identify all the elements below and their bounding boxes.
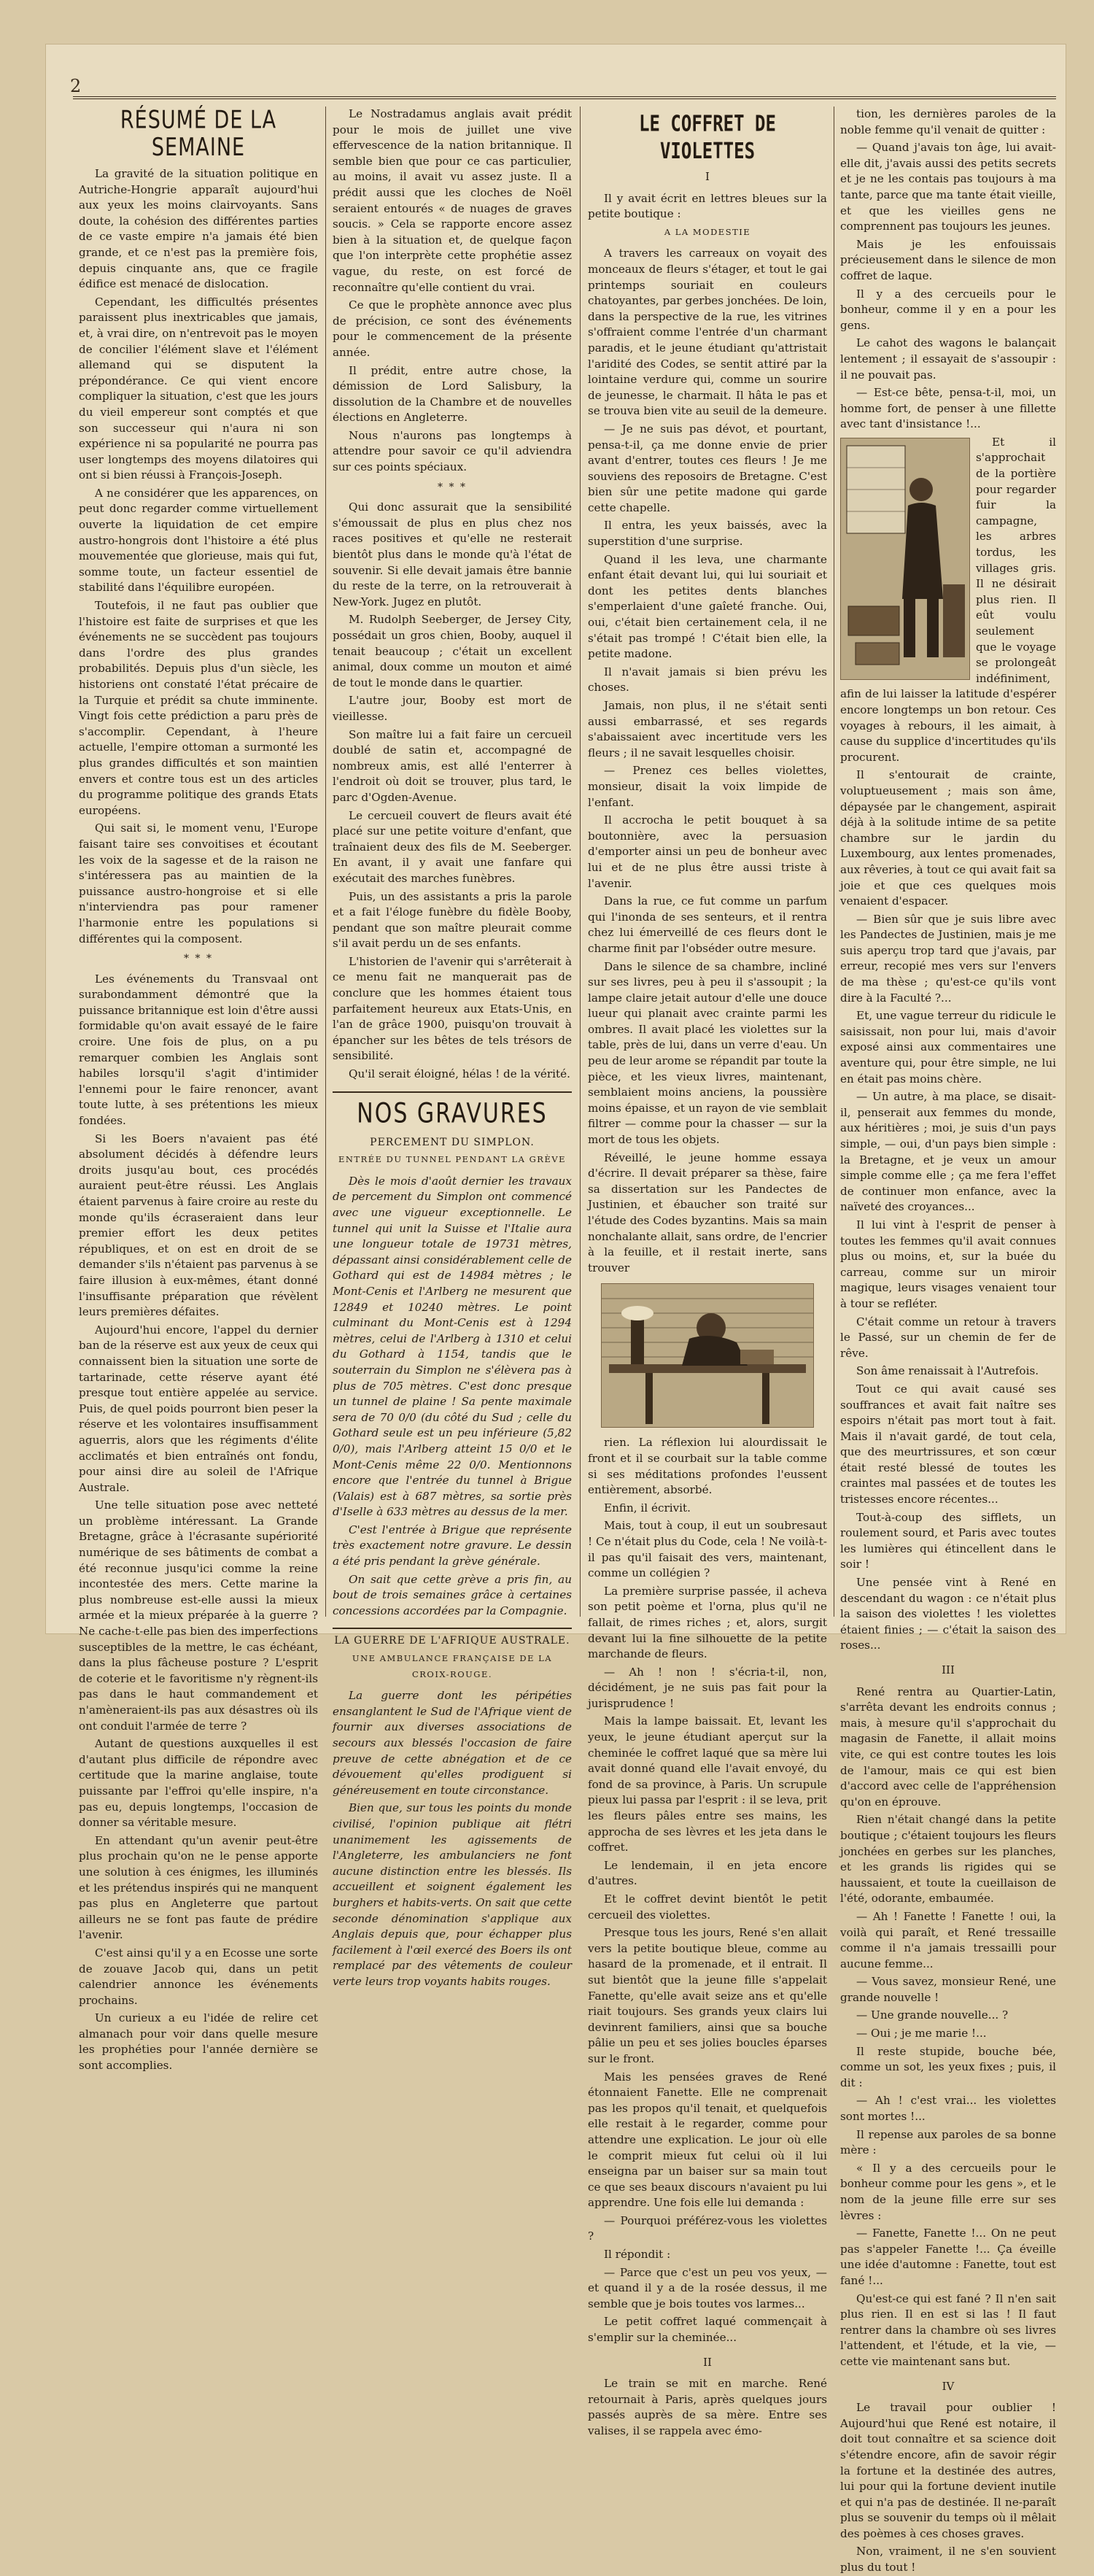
paragraph: Qu'il serait éloigné, hélas ! de la vérité. — [349, 1067, 570, 1081]
paragraph: Il prédit, entre autre chose, la démission de Lord Salisbury, la dissolution de la Chambre et de nouvelles élections en Angleterre. — [333, 363, 572, 425]
paragraph: Il s'entourait de crainte, voluptueusement ; mais son âme, dépaysée par le changement, aspirait déjà à la solitude intime de sa petite chambre sur le jardin du Luxembourg, aux lentes promenades, aux rêveries, à tout ce qui avait fait sa joie et que ces quelques mois venaient d'espacer. — [840, 768, 1056, 908]
paragraph: Dès le mois d'août dernier les travaux de percement du Simplon ont commencé avec une vigueur exceptionnelle. Le tunnel qui unit la Suisse et l'Italie aura une longueur totale de 19731 mètres, dépassant ainsi considérablement celle de Gothard qui est de 14984 mètres ; le Mont-Cenis et l'Arlberg ne mesurent que 12849 et 10240 mètres. Le point culminant du Mont-Cenis est à 1294 mètres, celui de l'Arlberg à 1310 et celui du Gothard à 1154, tandis que le souterrain du Simplon ne s'élèvera pas à plus de 705 mètres. C'est donc presque un tunnel de plaine ! Sa pente maximale sera de 70 0/0 (du côté du Sud ; celle du Gothard seule est un peu inférieure (5,82 0/0), mais l'Arlberg atteint 15 0/0 et le Mont-Cenis même 22 0/0. Mentionnons encore que l'entrée du tunnel à Brigue (Valais) est à 687 mètres, sa sortie près d'Iselle à 633 mètres au dessus de la mer. — [333, 1174, 572, 1519]
paragraph: Non, vraiment, il ne s'en souvient plus du tout ! — [840, 2545, 1056, 2575]
paragraph: En attendant qu'un avenir peut-être plus prochain qu'on ne le pense apporte une solution à ces énigmes, les illuminés et les prétendus inspirés qui ne manquent pas plus en Angleterre que partout ailleurs ne se font pas faute de prédire l'avenir. — [79, 1833, 318, 1942]
paragraph: A ne considérer que les apparences, on peut donc regarder comme virtuellement ouverte la liquidation de cet empire austro-hongrois dont l'histoire a été plus mouvementée que glorieuse, mais qui fut, somme toute, un facteur essentiel de stabilité dans l'équilibre européen. — [79, 486, 318, 595]
paragraph: Et il s'approchait de la portière pour regarder fuir la campagne, les arbres tordus, les villages gris. Il ne désirait plus rien. Il eût voulu seulement que le voyage se prolongeât indéfiniment, afin de lui laisser la latitude d'espérer encore longtemps un bon retour. Ces voyages à rebours, il les aimait, à cause du supplice d'incertitudes qu'ils procurent. — [840, 435, 1056, 764]
paragraph: Toutefois, il ne faut pas oublier que l'histoire est faite de surprises et que les événements ne se succèdent pas toujours dans l'ordre des plus grandes probabilités. Depuis plus d'un siècle, les historiens ont constaté l'état précaire de la Turquie et prédit sa chute imminente. Vingt fois cette prédiction a paru près de s'accomplir. Cependant, à l'heure actuelle, l'empire ottoman a surmonté les plus grandes difficultés et son maintien envers et contre tous est un des articles du programme politique des grands Etats européens. — [79, 599, 318, 817]
paragraph: Une pensée vint à René en descendant du wagon : ce n'était plus la saison des violettes ! les violettes étaient finies ; — c'était la saison des roses... — [840, 1576, 1056, 1652]
paragraph: — Quand j'avais ton âge, lui avait-elle dit, j'avais aussi des petits secrets et je ne les contais pas toujours à ma tante, parce que ma tante était vieille, et que les vieilles gens ne comprennent pas toujours les jeunes. — [840, 141, 1056, 233]
paragraph: — Une grande nouvelle... ? — [856, 2008, 1009, 2022]
header-rule — [73, 96, 1056, 99]
paragraph: On sait que cette grève a pris fin, au bout de trois semaines grâce à certaines concessions accordées par la Compagnie. — [333, 1572, 572, 1617]
chronique-paragraphs-b — [333, 500, 572, 1082]
resume-paragraphs-a — [79, 166, 318, 947]
paragraph: L'historien de l'avenir qui s'arrêterait à ce menu fait ne manquerait pas de conclure que les hommes étaient tous parfaitement heureux aux Etats-Unis, en l'an de grâce 1900, puisqu'on trouvait à épancher sur les bêtes de tels trésors de sensibilité. — [333, 954, 572, 1063]
page-number: 2 — [70, 76, 82, 96]
coffret-paragraphs-d — [588, 2376, 827, 2439]
paragraph: Presque tous les jours, René s'en allait vers la petite boutique bleue, comme au hasard de la promenade, et il entrait. Il sut bientôt que la jeune fille s'appelait Fanette, qu'elle avait seize ans et qu'elle riait toujours. Ses grands yeux clairs lui devinrent familiers, ainsi que sa bouche pâlie un peu et ses jolies boucles éparses sur le front. — [588, 1926, 827, 2065]
paragraph: Une telle situation pose avec netteté un problème intéressant. La Grande Bretagne, grâce à l'écrasante supériorité numérique de ses bâtiments de combat a été reconnue jusqu'ici comme la reine incontestée des mers. Cette marine la plus nombreuse est-elle aussi la mieux armée et la mieux préparée à la guerre ? Ne cache-t-elle pas bien des imperfections susceptibles de la mettre, le cas échéant, dans la plus fâcheuse posture ? L'esprit de coterie et le favoritisme n'y règnent-ils pas dans le haut commandement et n'amèneraient-ils pas aux désastres où ils ont conduit l'armée de terre ? — [79, 1498, 318, 1733]
paragraph: La gravité de la situation politique en Autriche-Hongrie apparaît aujourd'hui aux yeux les moins clairvoyants. Sans doute, la cohésion des différentes parties de ce vaste empire n'a jamais été bien grande, et ce n'est pas la première fois, depuis cinquante ans, que ce fragile édifice est menacé de dislocation. — [79, 167, 318, 291]
paragraph: — Bien sûr que je suis libre avec les Pandectes de Justinien, mais je me suis aperçu trop tard que j'avais, par erreur, recopié mes vers sur l'envers de ma thèse ; qu'est-ce qu'ils vont dire à la Faculté ?... — [840, 912, 1056, 1005]
chronique-paragraphs-a — [333, 107, 572, 476]
paragraph: Le cercueil couvert de fleurs avait été placé sur une petite voiture d'enfant, que traînaient deux des fils de M. Seeberger. En avant, il y avait une fanfare qui exécutait des marches funèbres. — [333, 808, 572, 885]
paragraph: Le cahot des wagons le balançait lentement ; il essayait de s'assoupir : il ne pouvait pas. — [840, 336, 1056, 382]
paragraph: Il repense aux paroles de sa bonne mère : — [840, 2127, 1056, 2157]
paragraph: Un curieux a eu l'idée de relire cet almanach pour voir dans quelle mesure les prophéties pour l'année dernière se sont accomplies. — [79, 2011, 318, 2073]
paragraph: Ce que le prophète annonce avec plus de précision, ce sont des événements pour le commencement de la présente année. — [333, 298, 572, 359]
paragraph: Les événements du Transvaal ont surabondamment démontré que la puissance britannique est loin d'être aussi formidable qu'on avait essayé de le faire croire. Une fois de plus, on a pu remarquer combien les Anglais sont habiles lorsqu'il s'agit d'intimider l'ennemi pour le faire renoncer, avant toute lutte, à ses prétentions les mieux fondées. — [79, 972, 318, 1128]
coffret-paragraphs-f — [840, 1685, 1056, 2370]
paragraph: Nous n'aurons pas longtemps à attendre pour savoir ce qu'il adviendra sur ces points spéciaux. — [333, 428, 572, 474]
paragraph: — Ah ! c'est vrai... les violettes sont mortes !... — [840, 2094, 1056, 2124]
paragraph: Le travail pour oublier ! Aujourd'hui que René est notaire, il doit tout connaître et sa science doit s'étendre encore, afin de savoir régir la fortune et la destinée des autres, lui pour qui la fortune devient inutile et qui n'a pas de destinée. Il ne-paraît plus se souvenir du temps où il mêlait des poèmes à ces choses graves. — [840, 2401, 1056, 2540]
paragraph: C'était comme un retour à travers le Passé, sur un chemin de fer de rêve. — [840, 1315, 1056, 1360]
column-resume — [79, 106, 318, 2073]
paragraph: Il n'avait jamais si bien prévu les choses. — [588, 665, 827, 695]
guerre-heading: LA GUERRE DE L'AFRIQUE AUSTRALE. — [334, 1635, 570, 1647]
guerre-subheading: UNE AMBULANCE FRANÇAISE DE LA CROIX-ROUGE. — [352, 1653, 553, 1679]
paragraph: Si les Boers n'avaient pas été absolument décidés à défendre leurs droits jusqu'au bout, ces procédés auraient peut-être réussi. Les Anglais étaient parvenus à faire croire au reste du monde qu'ils écraseraient dans leur premier effort les deux petites républiques, et on est en droit de se demander s'ils n'étaient pas parvenus à se faire illusion à eux-mêmes, étant donné l'insuffisante préparation que révèlent leurs premières défaites. — [79, 1132, 318, 1319]
column-divider — [325, 107, 326, 1617]
part-number: IV — [942, 2379, 955, 2393]
column-coffret-continued — [840, 107, 1056, 2575]
paragraph: Le petit coffret laqué commençait à s'emplir sur la cheminée... — [588, 2315, 827, 2345]
paragraph: L'autre jour, Booby est mort de vieillesse. — [333, 694, 572, 723]
paragraph: Et, une vague terreur du ridicule le saisissait, non pour lui, mais d'avoir exposé ainsi aux commentaires une aventure qui, pour être simple, ne lui en était pas moins chère. — [840, 1009, 1056, 1086]
column-coffret — [588, 107, 827, 2437]
paragraph: La première surprise passée, il acheva son petit poème et l'orna, plus qu'il ne fallait, de rimes riches ; et, alors, surgit devant lui la fine silhouette de la petite marchande de fleurs. — [588, 1584, 827, 1661]
paragraph: Et le coffret devint bientôt le petit cercueil des violettes. — [588, 1892, 827, 1922]
paragraph: Dans le silence de sa chambre, incliné sur ses livres, peu à peu il s'assoupit ; la lampe claire jetait autour d'elle une douce lueur qui planait avec crainte parmi les ombres. Il avait placé les violettes sur la table, près de lui, dans un verre d'eau. Un peu de leur arome se répandit par toute la pièce, et les vieux livres, maintenant, semblaient moins anciens, la poussière moins épaisse, et un rayon de vie semblait filtrer — comme pour la chasser — sur la mort de tous les objets. — [588, 959, 827, 1147]
simplon-subheading: ENTRÉE DU TUNNEL PENDANT LA GRÈVE — [338, 1154, 567, 1165]
paragraph: Qu'est-ce qui est fané ? Il n'en sait plus rien. Il en est si las ! Il faut rentrer dans la chambre où ses livres l'attendent, et l'étude, et la vie, — cette vie maintenant sans but. — [840, 2291, 1056, 2368]
paragraph: Dans la rue, ce fut comme un parfum qui l'inonda de ses senteurs, et il rentra chez lui émerveillé de ces fleurs dont le charme finit par l'obséder outre mesure. — [588, 894, 827, 955]
part-number: III — [942, 1663, 955, 1676]
coffret-paragraphs-g — [840, 2400, 1056, 2576]
paragraph: Le train se mit en marche. René retournait à Paris, après quelques jours passés auprès de sa mère. Entre ses valises, il se rappela avec émo- — [588, 2377, 827, 2437]
paragraph: Tout-à-coup des sifflets, un roulement sourd, et Paris avec toutes les lumières qui étincellent dans le soir ! — [840, 1510, 1056, 1571]
shop-sign: A LA MODESTIE — [664, 226, 751, 237]
train-window-illustration — [840, 438, 970, 680]
paragraph: Il accrocha le petit bouquet à sa boutonnière, avec la persuasion d'emporter ainsi un peu de bonheur avec lui et de ne plus être aussi triste à l'avenir. — [588, 813, 827, 890]
paragraph: Quand il les leva, une charmante enfant était devant lui, qui lui souriait et dont les petites dents blanches s'emperlaient d'une gaîeté franche. Oui, oui, c'était bien certainement cela, il ne s'était pas trompé ! C'était bien elle, la petite madone. — [588, 552, 827, 661]
paragraph: Il reste stupide, bouche bée, comme un sot, les yeux fixes ; puis, il dit : — [840, 2044, 1056, 2089]
part-number: II — [703, 2355, 712, 2369]
part-number: I — [705, 170, 710, 183]
column-chronique — [333, 107, 572, 1988]
coffret-paragraphs-b — [588, 246, 827, 1276]
paragraph: Enfin, il écrivit. — [604, 1501, 691, 1515]
column-divider — [580, 107, 581, 1617]
paragraph: Autant de questions auxquelles il est d'autant plus difficile de répondre avec certitude que la marine anglaise, toute puissante par l'effroi qu'elle inspire, n'a pas eu, depuis longtemps, l'occasion de donner sa véritable mesure. — [79, 1737, 318, 1830]
paragraph: Qui sait si, le moment venu, l'Europe faisant taire ses convoitises et écoutant les voix de la sagesse et de la raison ne s'intéressera pas au maintien de la puissance austro-hongroise et si elle n'interviendra pas pour ramener l'harmonie entre les populations si différentes qui la composent. — [79, 821, 318, 945]
section-rule — [333, 1628, 572, 1629]
paragraph: Il y avait écrit en lettres bleues sur la petite boutique : — [588, 191, 827, 221]
lamp-desk-engraving — [602, 1284, 813, 1427]
paragraph: — Prenez ces belles violettes, monsieur, disait la voix limpide de l'enfant. — [588, 764, 827, 809]
coffret-paragraphs-a — [588, 191, 827, 223]
simplon-heading: PERCEMENT DU SIMPLON. — [370, 1136, 535, 1148]
paragraph: — Fanette, Fanette !... On ne peut pas s'appeler Fanette !... Ça éveille une idée d'automne : Fanette, tout est fané !... — [840, 2227, 1056, 2287]
paragraph: « Il y a des cercueils pour le bonheur comme pour les gens », et le nom de la jeune fille erre sur ses lèvres : — [840, 2161, 1056, 2222]
paragraph: — Parce que c'est un peu vos yeux, — et quand il y a de la rosée dessus, il me semble que je bois toutes vos larmes... — [588, 2265, 827, 2310]
simplon-paragraphs — [333, 1174, 572, 1620]
paragraph: Jamais, non plus, il ne s'était senti aussi embarrassé, et ses regards s'abaissaient avec incertitude vers les fleurs ; il ne savait lesquelles choisir. — [588, 699, 827, 759]
paragraph: Rien n'était changé dans la petite boutique ; c'étaient toujours les fleurs jonchées en gerbes sur les planches, et les grands lis rigides qui se haussaient, et toute la cueillaison de l'été, odorante, embaumée. — [840, 1813, 1056, 1906]
paragraph: C'est l'entrée à Brigue que représente très exactement notre gravure. Le dessin a été pris pendant la grève générale. — [333, 1523, 572, 1569]
paragraph: — Je ne suis pas dévot, et pourtant, pensa-t-il, ça me donne envie de prier avant d'entrer, toutes ces fleurs ! Je me souviens des reposoirs de Bretagne. C'est bien sûr une petite madone qui garde cette chapelle. — [588, 422, 827, 514]
section-separator: * * * — [438, 481, 467, 493]
resume-title: RÉSUMÉ DE LA SEMAINE — [120, 106, 277, 162]
gravures-title: NOS GRAVURES — [357, 1097, 548, 1129]
paragraph: Il y a des cercueils pour le bonheur, comme il y en a pour les gens. — [840, 287, 1056, 332]
paragraph: — Un autre, à ma place, se disait-il, penserait aux femmes du monde, aux héritières ; moi, je suis d'un pays simple, — oui, d'un pays bien simple : la Bretagne, et je veux un amour simple comme elle ; ça me fera l'effet de continuer mon enfance, avec la naïveté des croyances... — [840, 1090, 1056, 1214]
paragraph: rien. La réflexion lui alourdissait le front et il se courbait sur la table comme si ses méditations profondes l'eussent entièrement, absorbé. — [588, 1436, 827, 1497]
coffret-paragraphs-c — [588, 1435, 827, 2345]
paragraph: Le Nostradamus anglais avait prédit pour le mois de juillet une vive effervescence de la nation britannique. Il semble bien que pour ce cas particulier, au moins, il avait vu assez juste. Il a prédit aussi que les cloches de Noël seraient entourés « de nuages de graves soucis. » Cela se rapporte encore assez bien à la situation et, de quelque façon que l'on interprète cette prophétie assez vague, du reste, on est forcé de reconnaître qu'elle contient du vrai. — [333, 107, 572, 294]
paragraph: Réveillé, le jeune homme essaya d'écrire. Il devait préparer sa thèse, faire sa dissertation sur les Pandectes de Justinien, et ébaucher son traité sur l'étude des Codes byzantins. Mais sa main nonchalante allait, sans ordre, de l'encrier à la feuille, et il restait inerte, sans trouver — [588, 1150, 827, 1275]
guerre-paragraphs — [333, 1688, 572, 1989]
paragraph: — Oui ; je me marie !... — [856, 2027, 987, 2041]
resume-paragraphs-b — [79, 972, 318, 2074]
paragraph: Mais la lampe baissait. Et, levant les yeux, le jeune étudiant aperçut sur la cheminée le coffret laqué que sa mère lui avait donné quand elle l'avait envoyé, du fond de sa province, à Paris. Un scrupule pieux lui passa par l'esprit : il se leva, prit les fleurs pâles entre ses mains, les approcha de ses lèvres et les jeta dans le coffret. — [588, 1714, 827, 1854]
paragraph: Mais je les enfouissais précieusement dans le silence de mon coffret de laque. — [840, 237, 1056, 282]
student-writing-illustration — [601, 1283, 814, 1428]
paragraph: Le lendemain, il en jeta encore d'autres. — [588, 1858, 827, 1888]
paragraph: Cependant, les difficultés présentes paraissent plus inextricables que jamais, et, à vrai dire, on n'entrevoit pas le moyen de concilier l'élément slave et l'élément allemand qui se disputent la prépondérance. Ce qui vient encore compliquer la situation, c'est que les jours du vieil empereur sont comptés et que son successeur qui n'aura ni son expérience ni sa popularité ne pourra pas user longtemps des moyens dilatoires qui ont si bien réussi à François-Joseph. — [79, 295, 318, 482]
paragraph: Il entra, les yeux baissés, avec la superstition d'une surprise. — [588, 519, 827, 549]
paragraph: Qui donc assurait que la sensibilité s'émoussait de plus en plus chez nos races positives et qu'elle ne resterait bientôt plus dans le monde qu'à l'état de souvenir. Si elle devait jamais être bannie du reste de la terre, on la retrouverait à New-York. Jugez en plutôt. — [333, 500, 572, 608]
paragraph: — Ah ! non ! s'écria-t-il, non, décidément, je ne suis pas fait pour la jurisprudence ! — [588, 1665, 827, 1710]
coffret-title: LE COFFRET DE VIOLETTES — [639, 110, 776, 164]
paragraph: tion, les dernières paroles de la noble femme qu'il venait de quitter : — [840, 107, 1056, 136]
coffret-paragraphs-e — [840, 107, 1056, 1654]
paragraph: Son maître lui a fait faire un cercueil doublé de satin et, accompagné de nombreux amis, est allé l'enterrer à l'endroit où doit se trouver, plus tard, le parc d'Ogden-Avenue. — [333, 727, 572, 804]
paragraph: — Vous savez, monsieur René, une grande nouvelle ! — [840, 1975, 1056, 2004]
paragraph: La guerre dont les péripéties ensanglantent le Sud de l'Afrique vient de fournir aux diverses associations de secours aux blessés l'occasion de faire preuve de cette abnégation et de ce dévouement qu'elles prodiguent si généreusement en toute circonstance. — [333, 1689, 572, 1797]
train-compartment-engraving — [841, 438, 969, 679]
paragraph: M. Rudolph Seeberger, de Jersey City, possédait un gros chien, Booby, auquel il tenait beaucoup ; c'était un excellent animal, doux comme un mouton et aimé de tout le monde dans le quartier. — [333, 613, 572, 689]
paragraph: Mais les pensées graves de René étonnaient Fanette. Elle ne comprenait pas les propos qu'il tenait, et quelquefois elle restait à le regarder, comme pour attendre une explication. Le jour où elle le comprit mieux fut celui où il lui enseigna par un baiser sur sa main tout ce que ses beaux discours n'avaient pu lui apprendre. Une fois elle lui demanda : — [588, 2070, 827, 2210]
paragraph: Son âme renaissait à l'Autrefois. — [856, 1364, 1039, 1378]
section-rule — [333, 1091, 572, 1093]
section-separator: * * * — [184, 953, 213, 965]
paragraph: Il répondit : — [604, 2248, 671, 2262]
paragraph: — Est-ce bête, pensa-t-il, moi, un homme fort, de penser à une fillette avec tant d'insistance !... — [840, 386, 1056, 431]
paragraph: Bien que, sur tous les points du monde civilisé, l'opinion publique ait flétri unanimement les agissements de l'Angleterre, les ambulanciers ne font aucune distinction entre les blessés. Ils accueillent et soignent également les burghers et habits-verts. On sait que cette seconde dénomination s'applique aux Anglais depuis que, pour échapper plus facilement à l'œil exercé des Boers ils ont remplacé par des vêtements de couleur verte leurs trop voyants habits rouges. — [333, 1801, 572, 1988]
paragraph: Tout ce qui avait causé ses souffrances et avait fait naître ses espoirs n'était pas mort tout à fait. Mais il n'avait gardé, de tout cela, que des meurtrissures, et son cœur était resté blessé de toutes les craintes mal passées et de toutes les tristesses encore récentes... — [840, 1382, 1056, 1506]
paragraph: Mais, tout à coup, il eut un soubresaut ! Ce n'était plus du Code, cela ! Ne voilà-t-il pas qu'il faisait des vers, maintenant, comme un collégien ? — [588, 1519, 827, 1580]
paragraph: — Pourquoi préférez-vous les violettes ? — [588, 2213, 827, 2243]
paragraph: Il lui vint à l'esprit de penser à toutes les femmes qu'il avait connues plus ou moins, et, sur la buée du carreau, comme sur un miroir magique, leurs visages venaient tour à tour se refléter. — [840, 1218, 1056, 1310]
paragraph: C'est ainsi qu'il y a en Ecosse une sorte de zouave Jacob qui, dans un petit calendrier annonce les événements prochains. — [79, 1946, 318, 2007]
paragraph: Puis, un des assistants a pris la parole et a fait l'éloge funèbre du fidèle Booby, pendant que son maître pleurait comme s'il avait perdu un de ses enfants. — [333, 889, 572, 951]
paragraph: A travers les carreaux on voyait des monceaux de fleurs s'étager, et tout le gai printemps souriait en couleurs chatoyantes, par gerbes jonchées. De loin, dans la perspective de la rue, les vitrines s'offraient comme l'entrée d'un charmant paradis, et le jeune étudiant qu'attristait l'aridité des Codes, se sentit attiré par la lointaine verdure qui, comme un sourire de jeunesse, le charmait. Il hâta le pas et se trouva bien vite au seuil de la demeure. — [588, 247, 827, 418]
paragraph: René rentra au Quartier-Latin, s'arrêta devant les endroits connus ; mais, à mesure qu'il s'approchait du magasin de Fanette, il allait moins vite, ce qui est contre toutes les lois de l'amour, mais ce qui est bien d'accord avec celle de l'appréhension qu'on en éprouve. — [840, 1685, 1056, 1809]
paragraph: Aujourd'hui encore, l'appel du dernier ban de la réserve est aux yeux de ceux qui connaissent bien la situation une sorte de tartarinade, cette réserve ayant été presque tout entière appelée au service. Puis, de quel poids pourront bien peser la réserve et les volontaires insuffisamment aguerris, alors que les régiments d'élite acclimatés et bien entraînés ont fondu, pour ainsi dire au soleil de l'Afrique Australe. — [79, 1323, 318, 1494]
paragraph: — Ah ! Fanette ! Fanette ! oui, la voilà qui paraît, et René tressaille comme il n'a jamais tressailli pour aucune femme... — [840, 1909, 1056, 1970]
